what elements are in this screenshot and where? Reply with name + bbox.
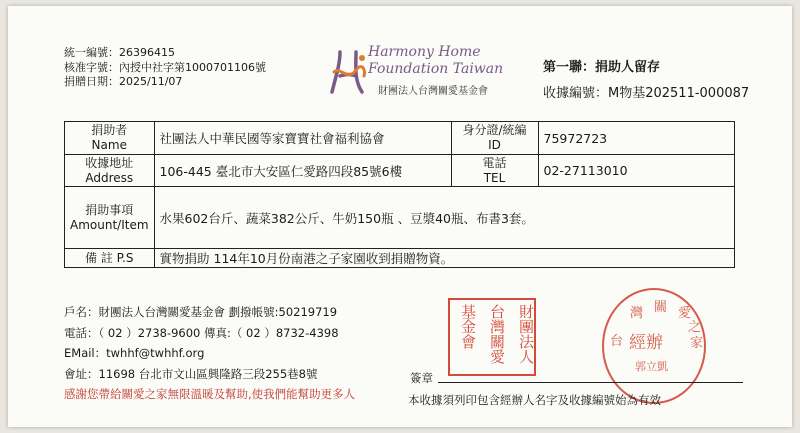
foundation-logo: [326, 42, 516, 104]
id-label: 身分證/統編 ID: [451, 122, 538, 155]
foundation-contact: [64, 302, 355, 405]
note-value: 實物捐助 114年10月份南港之子家園收到捐贈物資。: [154, 249, 734, 268]
foundation-seal: [448, 298, 536, 376]
handler-name: 郭立凱: [635, 360, 668, 373]
account-info: 戶名：財團法人台灣關愛基金會 劃撥帳號:50219719: [64, 305, 338, 319]
id-value: 75972723: [538, 122, 734, 155]
seal-mid-text: 經辦: [629, 333, 663, 353]
donation-form-table: [64, 121, 735, 268]
seal-char: 灣: [630, 306, 644, 321]
seal-char: 台: [610, 334, 624, 349]
tel-label: 電話 TEL: [451, 155, 538, 187]
phone-info: 電話：（ 02 ）2738-9600 傳真:（ 02 ）8732-4398: [64, 325, 339, 340]
receipt-number: 收據編號：M物基202511-000087: [543, 86, 750, 101]
copy-label: 第一聯：捐助人留存: [543, 60, 661, 75]
seal-char: 關: [654, 300, 668, 315]
seal-text-col3: 基金會: [459, 304, 477, 349]
receipt-validity-note: 本收據須列印包含經辦人名字及收據編號始為有效: [408, 393, 661, 407]
seal-char: 家: [690, 336, 704, 351]
row-address: [65, 155, 735, 187]
seal-text-col1: 財團法人: [517, 304, 535, 364]
address-label: 收據地址 Address: [65, 155, 155, 187]
handler-seal: [602, 288, 706, 404]
thank-you-slogan: 感謝您帶給關愛之家無限溫暖及幫助,使我們能幫助更多人: [64, 387, 356, 401]
signature-label: 簽章: [410, 371, 433, 385]
note-label: 備 註 P.S: [65, 249, 155, 268]
office-address: 會址：11698 台北市文山區興隆路三段255巷8號: [64, 366, 318, 381]
tax-id: 統一編號：26396415: [64, 46, 175, 59]
logo-mark-icon: [326, 46, 370, 98]
logo-text-line1: Harmony Home: [368, 44, 481, 60]
address-value: 106-445 臺北市大安區仁愛路四段85號6樓: [154, 155, 451, 187]
tel-value: 02-27113010: [538, 155, 734, 187]
row-name: [65, 122, 735, 155]
donation-date: 捐贈日期：2025/11/07: [64, 75, 183, 88]
signature-line: [438, 382, 743, 383]
logo-text-zh: 財團法人台灣關愛基金會: [378, 86, 488, 97]
approval-number: 核准字號：內授中社字第1000701106號: [64, 60, 266, 74]
seal-text-col2: 台灣關愛: [488, 304, 506, 364]
email-info: EMail：twhhf@twhhf.org: [64, 346, 205, 360]
receipt-meta: [64, 46, 266, 90]
logo-text-line2: Foundation Taiwan: [368, 61, 504, 77]
seal-char: 愛: [678, 306, 692, 321]
name-value: 社團法人中華民國等家寶寶社會福利協會: [154, 122, 451, 155]
row-amount: [65, 187, 735, 249]
amount-value: 水果602台斤、蔬菜382公斤、牛奶150瓶 、豆漿40瓶、布書3套。: [154, 187, 734, 249]
receipt-paper: [8, 6, 792, 427]
row-note: [65, 249, 735, 268]
name-label: 捐助者 Name: [65, 122, 155, 155]
seal-char: 之: [688, 320, 702, 335]
amount-label: 捐助事項 Amount/Item: [65, 187, 155, 249]
